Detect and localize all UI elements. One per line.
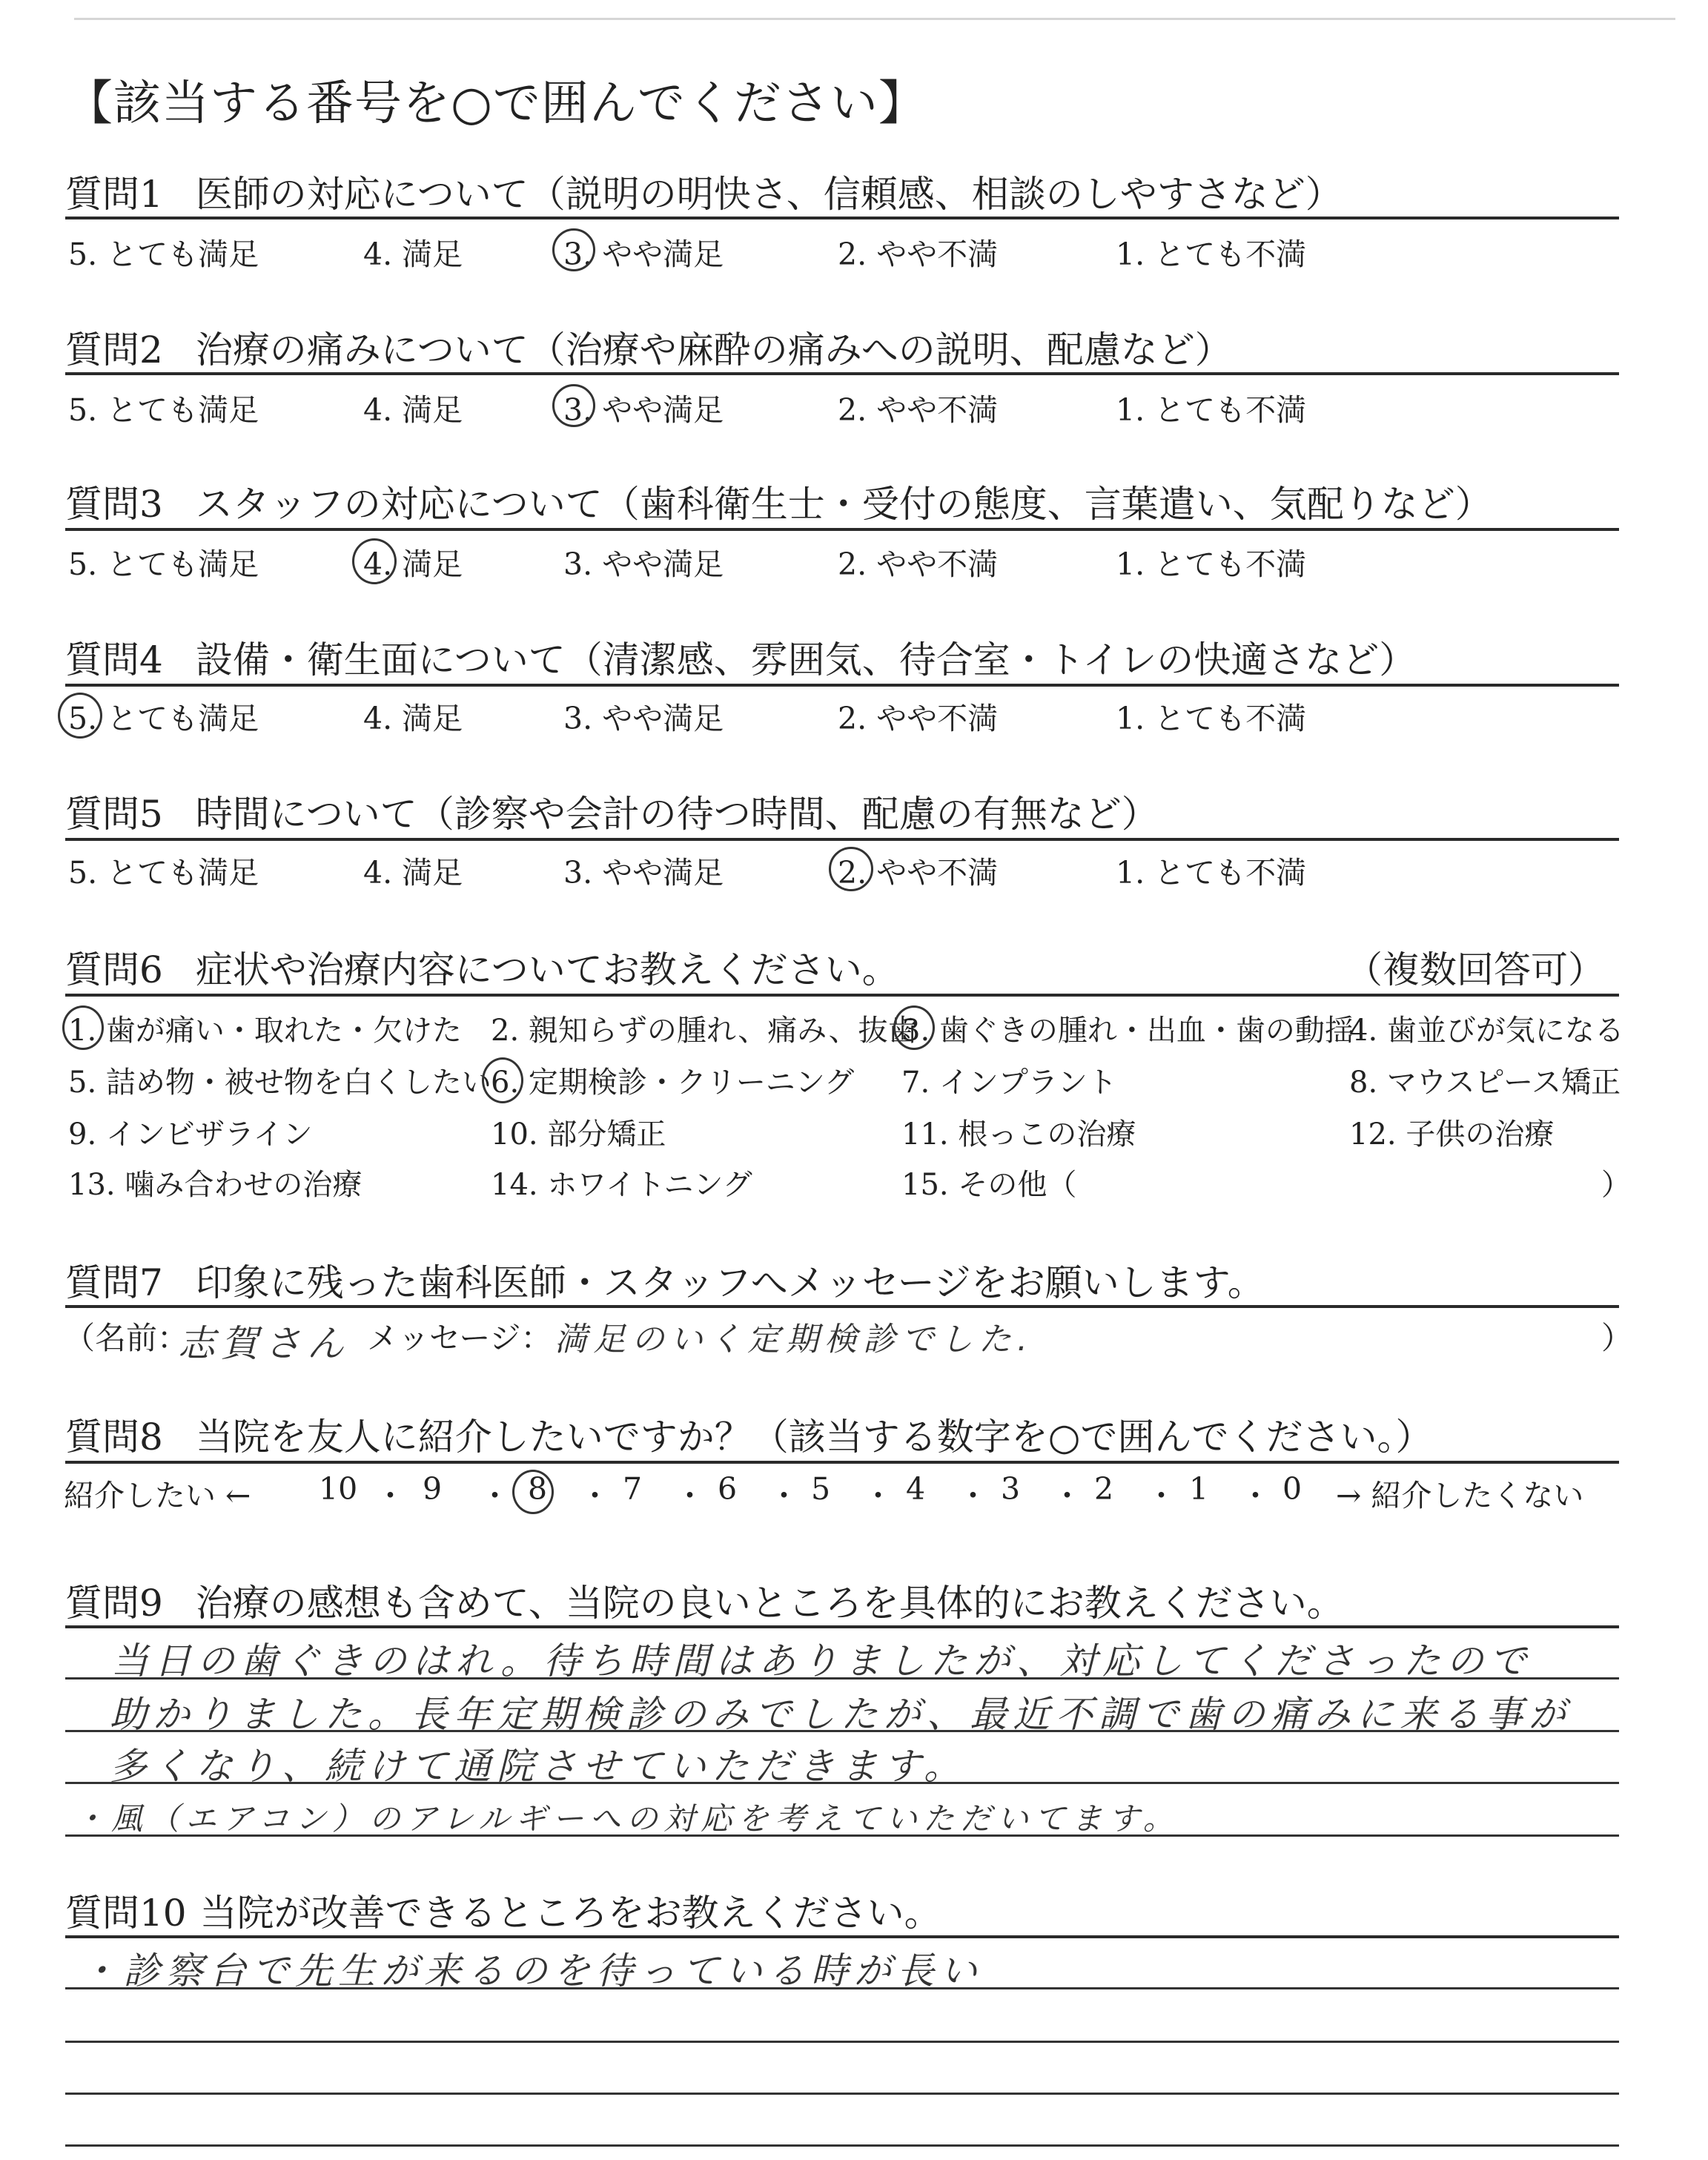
q9-rule-0 <box>65 1625 1619 1628</box>
q2-option-4[interactable]: 4. 満足 <box>363 392 463 428</box>
q8-scale-6[interactable]: 6 <box>718 1471 738 1507</box>
q4-option-3[interactable]: 3. やや満足 <box>563 701 724 736</box>
q4-option-1[interactable]: 1. とても不満 <box>1116 701 1307 736</box>
q10-text: 当院が改善できるところをお教えください。 <box>199 1892 941 1935</box>
q8-scale-8[interactable]: 8 <box>528 1471 548 1507</box>
q4-option-4[interactable]: 4. 満足 <box>363 701 463 736</box>
q8-scale-7[interactable]: 7 <box>623 1471 643 1507</box>
q6-text: 症状や治療内容についてお教えください。 <box>195 948 899 991</box>
q1-heading <box>65 165 1343 218</box>
q3-heading <box>65 475 1492 528</box>
q5-label: 質問5 <box>65 793 163 836</box>
q2-option-2[interactable]: 2. やや不満 <box>838 392 999 428</box>
q1-option-2[interactable]: 2. やや不満 <box>838 237 999 272</box>
q8-rule <box>65 1461 1619 1464</box>
q5-rule <box>65 838 1619 841</box>
q6-selected-circle-1 <box>62 1005 104 1050</box>
page-title: 【該当する番号を○で囲んでください】 <box>65 76 927 131</box>
q5-option-3[interactable]: 3. やや満足 <box>563 855 724 891</box>
q3-option-3[interactable]: 3. やや満足 <box>563 546 724 582</box>
q4-option-5[interactable]: 5. とても満足 <box>68 701 259 736</box>
q10-answer-line-1[interactable]: ・診察台で先生が来るのを待っている時が長い <box>80 1949 983 1992</box>
q10-label: 質問10 <box>65 1892 187 1935</box>
q8-scale-1[interactable]: 1 <box>1189 1471 1209 1507</box>
q7-rule <box>65 1305 1619 1308</box>
q6-option-11[interactable]: 11. 根っこの治療 <box>901 1117 1136 1152</box>
q10-rule-3 <box>65 2093 1619 2095</box>
q10-heading <box>65 1883 941 1937</box>
q1-text: 医師の対応について（説明の明快さ、信頼感、相談のしやすさなど） <box>195 173 1343 216</box>
q4-option-2[interactable]: 2. やや不満 <box>838 701 999 736</box>
q6-option-13[interactable]: 13. 噛み合わせの治療 <box>68 1168 363 1202</box>
q5-selected-circle <box>829 847 873 891</box>
q8-scale-2[interactable]: 2 <box>1094 1471 1114 1507</box>
q3-rule <box>65 528 1619 531</box>
q1-option-1[interactable]: 1. とても不満 <box>1116 237 1307 272</box>
q6-option-9[interactable]: 9. インビザライン <box>68 1117 313 1152</box>
q4-rule <box>65 684 1619 687</box>
q8-right-label: → 紹介したくない <box>1336 1478 1584 1513</box>
q10-rule-4 <box>65 2144 1619 2147</box>
q8-scale-separator: ・ <box>863 1478 893 1513</box>
q5-option-1[interactable]: 1. とても不満 <box>1116 855 1307 891</box>
q4-heading <box>65 630 1416 684</box>
q7-name-value[interactable]: 志賀さん <box>178 1322 350 1365</box>
q8-text: 当院を友人に紹介したいですか？（該当する数字を○で囲んでください。） <box>195 1416 1433 1459</box>
q6-note: （複数回答可） <box>1345 948 1605 991</box>
q8-label: 質問8 <box>65 1416 163 1459</box>
q6-option-10[interactable]: 10. 部分矯正 <box>491 1117 666 1152</box>
q7-name-label: （名前： <box>64 1320 189 1356</box>
q7-label: 質問7 <box>65 1261 163 1304</box>
q8-scale-0[interactable]: 0 <box>1282 1471 1302 1507</box>
q3-option-5[interactable]: 5. とても満足 <box>68 546 259 582</box>
q4-text: 設備・衛生面について（清潔感、雰囲気、待合室・トイレの快適さなど） <box>195 638 1417 681</box>
q2-option-1[interactable]: 1. とても不満 <box>1116 392 1307 428</box>
q5-text: 時間について（診察や会計の待つ時間、配慮の有無など） <box>195 793 1159 836</box>
q6-option-12[interactable]: 12. 子供の治療 <box>1349 1117 1555 1152</box>
q8-scale-9[interactable]: 9 <box>423 1471 443 1507</box>
q6-selected-circle-6 <box>482 1057 523 1103</box>
q8-scale-10[interactable]: 10 <box>319 1471 358 1507</box>
q6-option-4[interactable]: 4. 歯並びが気になる <box>1349 1014 1624 1048</box>
q7-message-value[interactable]: 満足のいく定期検診でした. <box>555 1321 1033 1358</box>
q8-scale-separator: ・ <box>580 1478 610 1513</box>
q1-option-4[interactable]: 4. 満足 <box>363 237 463 272</box>
q3-selected-circle <box>352 538 397 584</box>
q6-other-close-paren: ） <box>1601 1168 1631 1202</box>
q6-option-15[interactable]: 15. その他（ <box>901 1168 1077 1202</box>
q9-answer-line-2[interactable]: 助かりました。長年定期検診のみでしたが、最近不調で歯の痛みに来る事が <box>110 1693 1572 1736</box>
q2-label: 質問2 <box>65 328 163 371</box>
q1-label: 質問1 <box>65 173 163 216</box>
q5-option-4[interactable]: 4. 満足 <box>363 855 463 891</box>
q6-option-14[interactable]: 14. ホワイトニング <box>491 1168 752 1202</box>
q3-option-1[interactable]: 1. とても不満 <box>1116 546 1307 582</box>
q8-scale-separator: ・ <box>1240 1478 1271 1513</box>
q8-scale-separator: ・ <box>675 1478 705 1513</box>
q6-option-6[interactable]: 6. 定期検診・クリーニング <box>491 1066 855 1100</box>
q2-option-3[interactable]: 3. やや満足 <box>563 392 724 428</box>
q10-rule-0 <box>65 1935 1619 1938</box>
q7-message-label: メッセージ： <box>367 1320 552 1356</box>
q8-scale-4[interactable]: 4 <box>906 1471 926 1507</box>
q6-option-2[interactable]: 2. 親知らずの腫れ、痛み、抜歯 <box>491 1014 918 1048</box>
q1-selected-circle <box>552 228 595 271</box>
q8-heading <box>65 1407 1432 1461</box>
q8-selected-circle <box>512 1470 554 1514</box>
q6-label: 質問6 <box>65 948 163 991</box>
q3-label: 質問3 <box>65 483 163 526</box>
q2-selected-circle <box>552 384 595 427</box>
q9-heading <box>65 1573 1344 1627</box>
q5-heading <box>65 785 1159 838</box>
q8-scale-5[interactable]: 5 <box>811 1471 831 1507</box>
q8-scale-3[interactable]: 3 <box>1001 1471 1021 1507</box>
q6-selected-circle-3 <box>893 1005 935 1050</box>
q1-option-3[interactable]: 3. やや満足 <box>563 237 724 272</box>
q9-answer-line-3[interactable]: 多くなり、続けて通院させていただきます。 <box>110 1745 967 1788</box>
q1-option-5[interactable]: 5. とても満足 <box>68 237 259 272</box>
q8-scale-separator: ・ <box>769 1478 799 1513</box>
q2-text: 治療の痛みについて（治療や麻酔の痛みへの説明、配慮など） <box>195 328 1232 371</box>
q3-option-4[interactable]: 4. 満足 <box>363 546 463 582</box>
q1-rule <box>65 217 1619 219</box>
q7-text: 印象に残った歯科医師・スタッフへメッセージをお願いします。 <box>195 1261 1265 1304</box>
q6-option-5[interactable]: 5. 詰め物・被せ物を白くしたい <box>68 1066 491 1100</box>
q7-heading <box>65 1253 1265 1307</box>
q8-scale-separator: ・ <box>480 1478 510 1513</box>
top-divider <box>74 18 1675 20</box>
q7-close-paren: ） <box>1601 1320 1633 1356</box>
q8-left-label: 紹介したい ← <box>64 1478 251 1513</box>
q9-text: 治療の感想も含めて、当院の良いところを具体的にお教えください。 <box>195 1582 1344 1625</box>
q6-option-7[interactable]: 7. インプラント <box>901 1066 1117 1100</box>
q4-selected-circle <box>58 693 102 739</box>
q9-answer-line-1[interactable]: 当日の歯ぐきのはれ。待ち時間はありましたが、対応してくださったので <box>111 1639 1532 1682</box>
q6-rule <box>65 994 1619 997</box>
q8-scale-separator: ・ <box>375 1478 406 1513</box>
q8-scale-separator: ・ <box>1052 1478 1082 1513</box>
q6-option-1[interactable]: 1. 歯が痛い・取れた・欠けた <box>68 1014 462 1048</box>
q2-option-5[interactable]: 5. とても満足 <box>68 392 259 428</box>
q5-option-5[interactable]: 5. とても満足 <box>68 855 259 891</box>
q9-answer-line-4[interactable]: ・風（エアコン）のアレルギーへの対応を考えていただいてます。 <box>74 1800 1180 1837</box>
q4-label: 質問4 <box>65 638 163 681</box>
q8-scale-separator: ・ <box>1146 1478 1176 1513</box>
q2-heading <box>65 320 1232 374</box>
q2-rule <box>65 372 1619 375</box>
q6-heading <box>65 940 899 994</box>
q3-option-2[interactable]: 2. やや不満 <box>838 546 999 582</box>
q10-rule-2 <box>65 2041 1619 2043</box>
q6-option-3[interactable]: 3. 歯ぐきの腫れ・出血・歯の動揺 <box>901 1014 1354 1048</box>
q6-option-8[interactable]: 8. マウスピース矯正 <box>1349 1066 1621 1100</box>
q5-option-2[interactable]: 2. やや不満 <box>838 855 999 891</box>
q9-label: 質問9 <box>65 1582 163 1625</box>
q8-scale-separator: ・ <box>958 1478 988 1513</box>
q3-text: スタッフの対応について（歯科衛生士・受付の態度、言葉遣い、気配りなど） <box>195 483 1492 526</box>
